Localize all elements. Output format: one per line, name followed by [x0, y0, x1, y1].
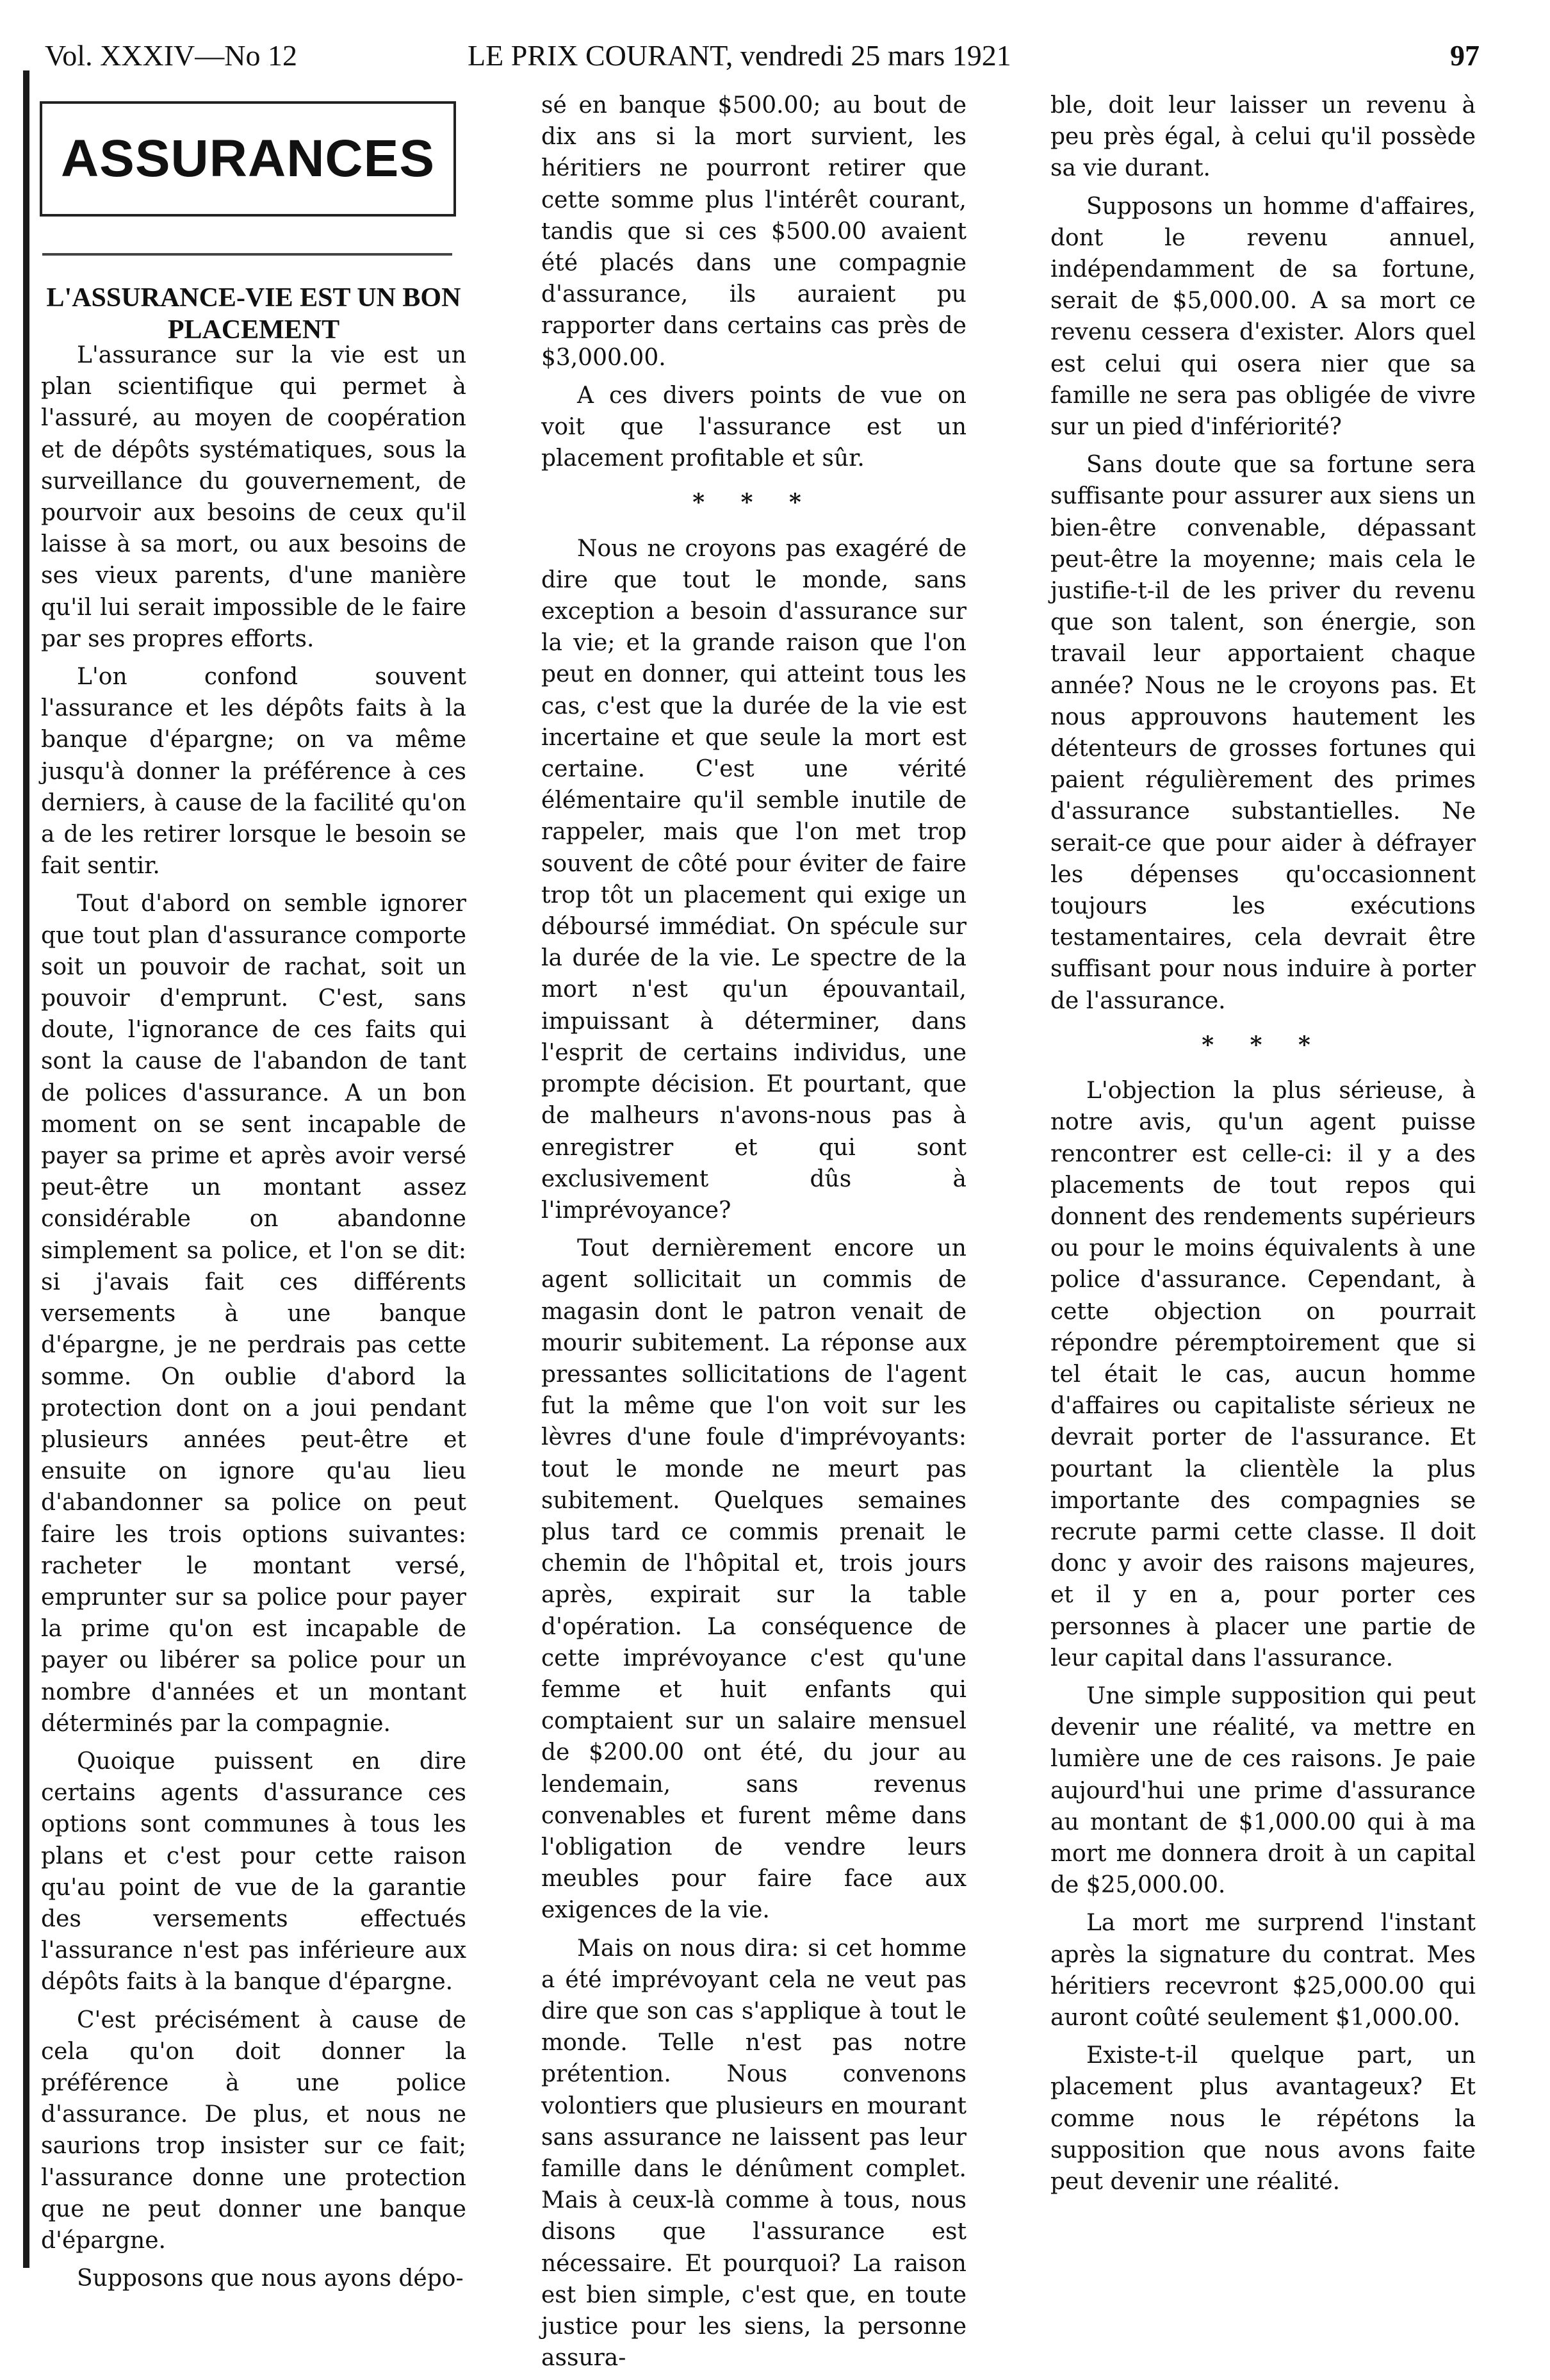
column-3 [1050, 90, 1476, 2204]
section-separator: * * * [1202, 1031, 1325, 1058]
paragraph: Existe-t-il quelque part, un placement plus avantageux? Et comme nous le répétons la supposition que nous avons faite peut devenir une réalité. [1050, 2042, 1476, 2195]
page-header [45, 33, 1480, 78]
banner-divider [42, 253, 452, 256]
publication-title: LE PRIX COURANT, vendredi 25 mars 1921 [468, 39, 1011, 72]
section-title: ASSURANCES [60, 129, 436, 188]
paragraph: Mais on nous dira: si cet homme a été imprévoyant cela ne veut pas dire que son cas s'applique à tout le monde. Telle n'est pas notre prétention. Nous convenons volontiers que plusieurs en mourant sans assurance ne laissent pas leur famille dans le dénûment complet. Mais à ceux-là comme à tous, nous disons que l'assurance est nécessaire. Et pourquoi? La raison est bien simple, c'est que, en toute justice pour les siens, la personne assura- [541, 1935, 967, 2372]
page-number: 97 [1450, 39, 1480, 72]
section-banner [40, 101, 456, 217]
paragraph: La mort me surprend l'instant après la signature du contrat. Mes héritiers recevront $25,000.00 qui auront coûté seulement $1,000.00. [1050, 1910, 1476, 2031]
paragraph: Tout dernièrement encore un agent sollicitait un commis de magasin dont le patron venait de mourir subitement. La réponse aux pressantes sollicitations de l'agent fut la même que l'on voit sur les lèvres d'une foule d'imprévoyants: tout le monde ne meurt pas subitement. Quelques semaines plus tard ce commis prenait le chemin de l'hôpital et, trois jours après, expirait sur la table d'opération. La conséquence de cette imprévoyance c'est qu'une femme et huit enfants qui comptaient sur un salaire mensuel de $200.00 ont été, du jour au lendemain, sans revenus convenables et furent même dans l'obligation de vendre leurs meubles pour faire face aux exigences de la vie. [541, 1235, 967, 1924]
paragraph: Quoique puissent en dire certains agents d'assurance ces options sont communes à tous les plans et c'est pour cette raison qu'au point de vue de la garantie des versements effectués l'assurance n'est pas inférieure aux dépôts faits à la banque d'épargne. [41, 1748, 466, 1996]
column-1 [41, 340, 466, 2301]
paragraph: C'est précisément à cause de cela qu'on doit donner la préférence à une police d'assurance. De plus, et nous ne saurions trop insister sur ce fait; l'assurance donne une protection que ne peut donner une banque d'épargne. [41, 2007, 466, 2254]
paragraph: Supposons que nous ayons dépo- [77, 2265, 464, 2292]
paragraph: L'objection la plus sérieuse, à notre avis, qu'un agent puisse rencontrer est celle-ci: il y a des placements de tout repos qui donnent des rendements supérieurs ou pour le moins équivalents à une police d'assurance. Cependant, à cette objection on pourrait répondre péremptoirement que si tel était le cas, aucun homme d'affaires ou capitaliste sérieux ne devrait porter de l'assurance. Et pourtant la clientèle la plus importante des compagnies se recrute parmi cette classe. Il doit donc y avoir des raisons majeures, et il y en a, pour porter ces personnes à placer une partie de leur capital dans l'assurance. [1050, 1078, 1476, 1671]
paragraph: Nous ne croyons pas exagéré de dire que tout le monde, sans exception a besoin d'assurance sur la vie; et la grande raison que l'on peut en donner, qui atteint tous les cas, c'est que la durée de la vie est incertaine et que seule la mort est certaine. C'est une vérité élémentaire qu'il semble inutile de rappeler, mais que l'on met trop souvent de côté pour éviter de faire trop tôt un placement qui exige un déboursé immédiat. On spécule sur la durée de la vie. Le spectre de la mort n'est qu'un épouvantail, impuissant à déterminer, dans l'esprit de certains individus, une prompte décision. Et pourtant, que de malheurs n'avons-nous pas à enregistrer et qui sont exclusivement dûs à l'imprévoyance? [541, 535, 967, 1224]
section-separator: * * * [692, 489, 815, 516]
volume-number: Vol. XXXIV—No 12 [45, 39, 297, 72]
paragraph: Sans doute que sa fortune sera suffisante pour assurer aux siens un bien-être convenable, dépassant peut-être la moyenne; mais cela le justifie-t-il de les priver du revenu que son talent, son énergie, son travail leur apportaient chaque année? Nous ne le croyons pas. Et nous approuvons hautement les détenteurs de grosses fortunes qui paient régulièrement des primes d'assurance substantielles. Ne serait-ce que pour aider à défrayer les dépenses qu'occasionnent toujours les exécutions testamentaires, cela devrait être suffisant pour nous induire à porter de l'assurance. [1050, 452, 1476, 1014]
paragraph: L'on confond souvent l'assurance et les dépôts faits à la banque d'épargne; on va même jusqu'à donner la préférence à ces derniers, à cause de la facilité qu'on a de les retirer lorsque le besoin se fait sentir. [41, 664, 466, 880]
paragraph-continued: ble, doit leur laisser un revenu à peu près égal, à celui qu'il possède sa vie durant. [1050, 92, 1476, 182]
paragraph: Supposons un homme d'affaires, dont le revenu annuel, indépendamment de sa fortune, serait de $5,000.00. A sa mort ce revenu cessera d'exister. Alors quel est celui qui osera nier que sa famille ne sera pas obligée de vivre sur un pied d'infériorité? [1050, 193, 1476, 441]
binding-edge [23, 70, 29, 2268]
column-2 [541, 90, 967, 2380]
paragraph: L'assurance sur la vie est un plan scientifique qui permet à l'assuré, au moyen de coopération et de dépôts systématiques, sous la surveillance du gouvernement, de pourvoir aux besoins de ceux qu'il laisse à sa mort, ou aux besoins de ses vieux parents, d'une manière qu'il lui serait impossible de le faire par ses propres efforts. [41, 342, 466, 652]
paragraph: Une simple supposition qui peut devenir une réalité, va mettre en lumière une de ces raisons. Je paie aujourd'hui une prime d'assurance au montant de $1,000.00 qui à ma mort me donnera droit à un capital de $25,000.00. [1050, 1682, 1476, 1899]
paragraph-continued: sé en banque $500.00; au bout de dix ans si la mort survient, les héritiers ne pourront retirer que cette somme plus l'intérêt courant, tandis que si ces $500.00 avaient été placés dans une compagnie d'assurance, ils auraient pu rapporter dans certains cas près de $3,000.00. [541, 92, 967, 371]
article-title: L'ASSURANCE-VIE EST UN BON PLACEMENT [46, 283, 461, 345]
paragraph: Tout d'abord on semble ignorer que tout plan d'assurance comporte soit un pouvoir de rachat, soit un pouvoir d'emprunt. C'est, sans doute, l'ignorance de ces faits qui sont la cause de l'abandon de tant de polices d'assurance. A un bon moment on se sent incapable de payer sa prime et après avoir versé peut-être un montant assez considérable on abandonne simplement sa police, et l'on se dit: si j'avais fait ces différents versements à une banque d'épargne, je ne perdrais pas cette somme. On oublie d'abord la protection dont on a joui pendant plusieurs années peut-être et ensuite on ignore qu'au lieu d'abandonner sa police on peut faire les trois options suivantes: racheter le montant versé, emprunter sur sa police pour payer la prime qu'on est incapable de payer ou libérer sa police pour un nombre d'années et un montant déterminés par la compagnie. [41, 890, 466, 1737]
paragraph: A ces divers points de vue on voit que l'assurance est un placement profitable et sûr. [541, 382, 967, 472]
